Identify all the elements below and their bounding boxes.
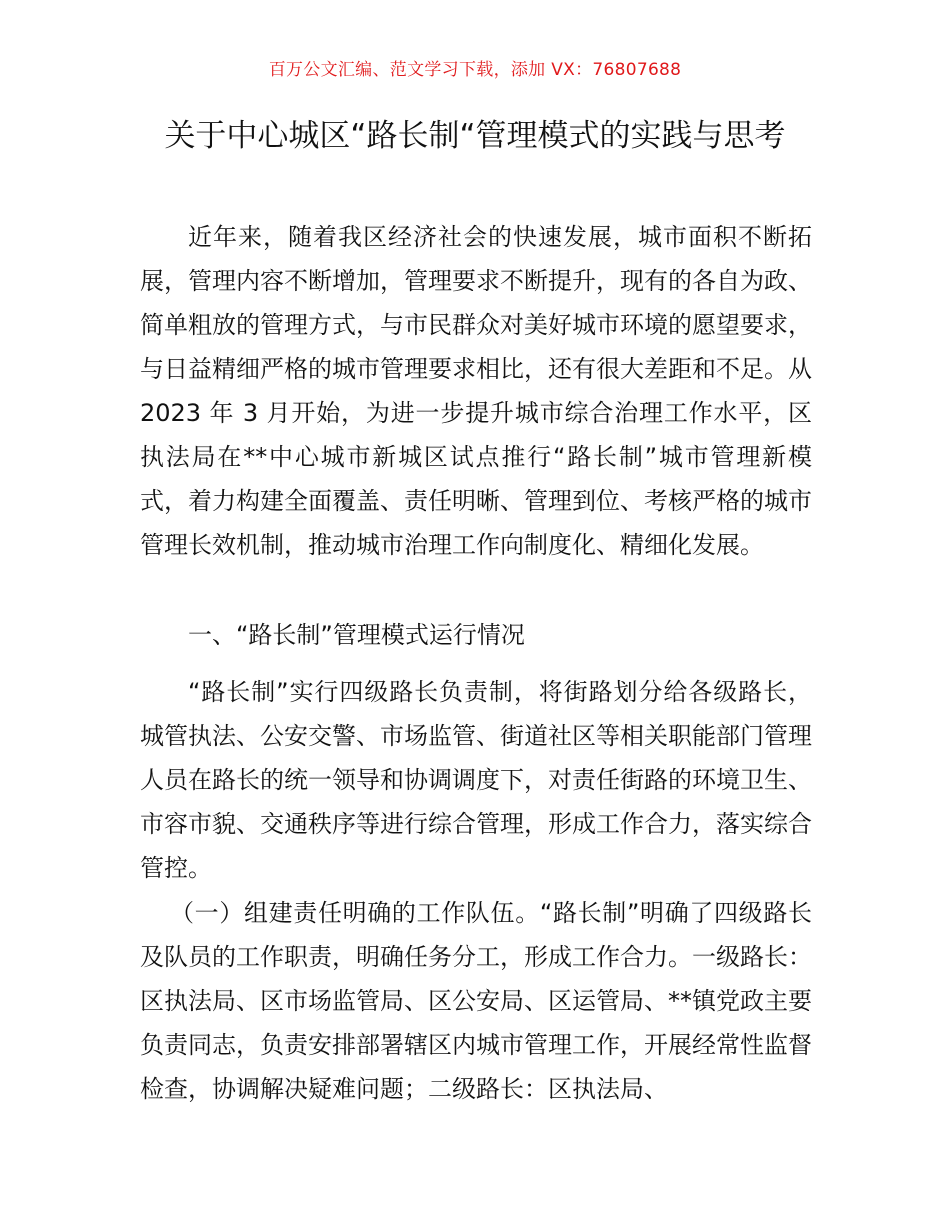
section-heading-1: 一、“路长制”管理模式运行情况 <box>188 621 525 649</box>
document-title: 关于中心城区“路长制“管理模式的实践与思考 <box>164 118 786 154</box>
paragraph-intro: 近年来，随着我区经济社会的快速发展，城市面积不断拓展，管理内容不断增加，管理要求不断提升，现有的各自为政、简单粗放的管理方式，与市民群众对美好城市环境的愿望要求，与日益精细严格的城市管理要求相比，还有很大差距和不足。从 2023 年 3 月开始，为进一步提升城市综合治理工作水平，区执法局在**中心城市新城区试点推行“路长制”城市管理新模式，着力构建全面覆盖、责任明晰、管理到位、考核严格的城市管理长效机制，推动城市治理工作向制度化、精细化发展。 <box>140 223 812 559</box>
header-note: 百万公文汇编、范文学习下载，添加 VX：76807688 <box>268 60 682 80</box>
paragraph-overview: “路长制”实行四级路长负责制，将街路划分给各级路长，城管执法、公安交警、市场监管、街道社区等相关职能部门管理人员在路长的统一领导和协调调度下，对责任街路的环境卫生、市容市貌、交通秩序等进行综合管理，形成工作合力，落实综合管控。 <box>140 678 812 882</box>
paragraph-subsection-1: （一）组建责任明确的工作队伍。“路长制”明确了四级路长及队员的工作职责，明确任务分工，形成工作合力。一级路长：区执法局、区市场监管局、区公安局、区运管局、**镇党政主要负责同志，负责安排部署辖区内城市管理工作，开展经常性监督检查，协调解决疑难问题；二级路长：区执法局、 <box>140 899 812 1103</box>
